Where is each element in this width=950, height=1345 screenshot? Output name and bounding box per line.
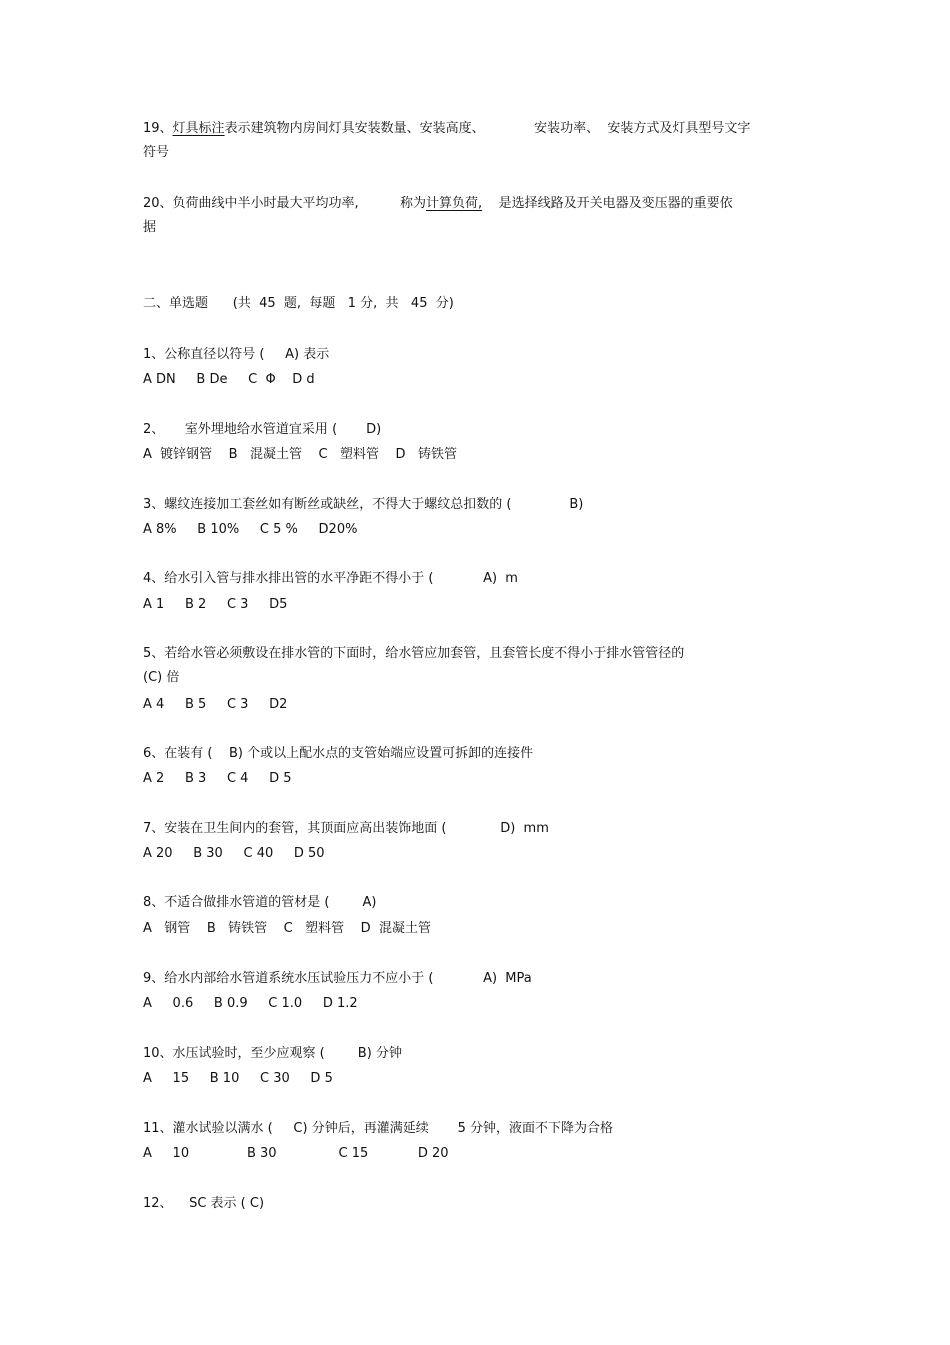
fill-in-question-20-continued: 据 — [143, 220, 157, 235]
answer-options: A DN B De C Φ D d — [143, 372, 315, 387]
answer-options: A 10 B 30 C 15 D 20 — [143, 1146, 449, 1161]
answer-options: A 镀锌钢管 B 混凝土管 C 塑料管 D 铸铁管 — [143, 447, 457, 462]
question-text: 表示建筑物内房间灯具安装数量、安装高度、 安装功率、 安装方式及灯具型号文字 — [224, 121, 751, 136]
fill-in-question-19 — [143, 120, 750, 138]
section-heading: 二、单选题 (共 45 题, 每题 1 分, 共 45 分) — [143, 296, 454, 311]
question-text: 6、在装有 ( B) 个或以上配水点的支管始端应设置可拆卸的连接件 — [143, 746, 534, 761]
answer-options: A 20 B 30 C 40 D 50 — [143, 846, 325, 861]
underlined-answer: 计算负荷, — [426, 196, 483, 211]
question-text: 4、给水引入管与排水排出管的水平净距不得小于 ( A) m — [143, 571, 518, 586]
answer-options: A 15 B 10 C 30 D 5 — [143, 1071, 333, 1086]
answer-options: A 4 B 5 C 3 D2 — [143, 697, 288, 712]
fill-in-question-20 — [143, 195, 733, 213]
answer-options: A 1 B 2 C 3 D5 — [143, 597, 288, 612]
answer-options: A 2 B 3 C 4 D 5 — [143, 771, 292, 786]
answer-options: A 钢管 B 铸铁管 C 塑料管 D 混凝土管 — [143, 921, 431, 936]
underlined-answer: 灯具标注 — [172, 121, 225, 136]
question-text-continued: (C) 倍 — [143, 670, 180, 685]
question-text: 2、 室外埋地给水管道宜采用 ( D) — [143, 422, 382, 437]
fill-in-question-19-continued: 符号 — [143, 145, 170, 160]
question-text: 3、螺纹连接加工套丝如有断丝或缺丝，不得大于螺纹总扣数的 ( B) — [143, 497, 584, 512]
question-text: 1、公称直径以符号 ( A) 表示 — [143, 347, 330, 362]
question-text: 5、若给水管必须敷设在排水管的下面时，给水管应加套管，且套管长度不得小于排水管管径的 — [143, 646, 685, 661]
question-text: 是选择线路及开关电器及变压器的重要依 — [482, 196, 733, 211]
question-number: 19、 — [143, 121, 173, 136]
question-text: 11、灌水试验以满水 ( C) 分钟后，再灌满延续 5 分钟，液面不下降为合格 — [143, 1121, 614, 1136]
question-text: 20、负荷曲线中半小时最大平均功率, 称为 — [143, 196, 426, 211]
answer-options: A 0.6 B 0.9 C 1.0 D 1.2 — [143, 996, 358, 1011]
question-text: 7、安装在卫生间内的套管，其顶面应高出装饰地面 ( D) mm — [143, 821, 549, 836]
question-text: 9、给水内部给水管道系统水压试验压力不应小于 ( A) MPa — [143, 971, 532, 986]
question-text: 8、不适合做排水管道的管材是 ( A) — [143, 895, 377, 910]
answer-options: A 8% B 10% C 5 % D20% — [143, 522, 358, 537]
question-text: 10、水压试验时，至少应观察 ( B) 分钟 — [143, 1046, 402, 1061]
question-text: 12、 SC 表示 ( C) — [143, 1196, 265, 1211]
